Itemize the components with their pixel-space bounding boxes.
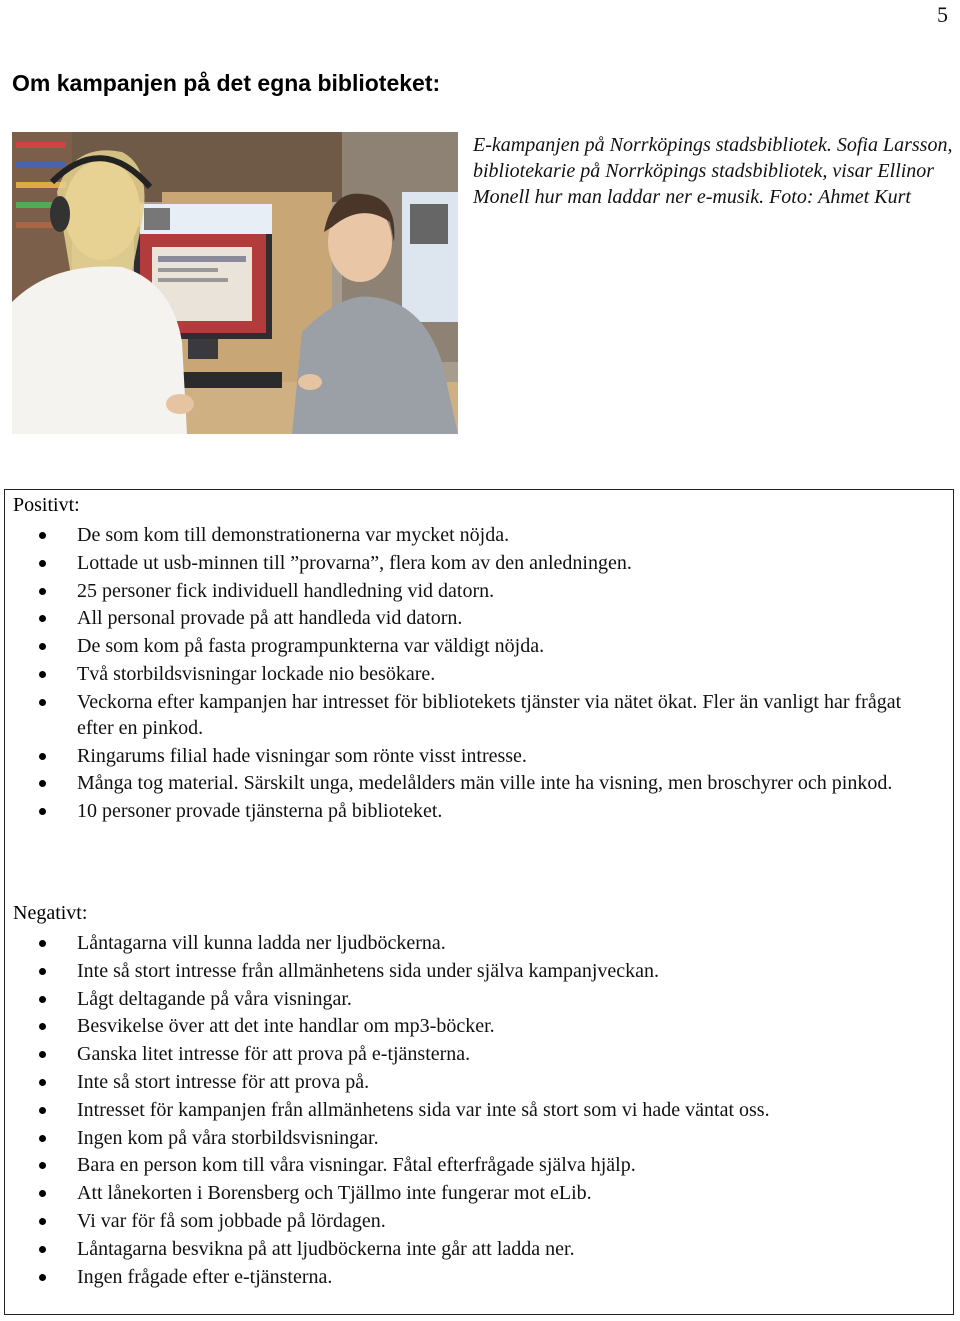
- bullet-icon: [39, 1107, 46, 1114]
- page-number: 5: [937, 2, 948, 27]
- bullet-icon: [39, 1274, 46, 1281]
- list-item: Många tog material. Särskilt unga, medelålders män ville inte ha visning, men broschyrer och pinkod.: [5, 770, 945, 796]
- bullet-icon: [39, 643, 46, 650]
- negative-title: Negativt:: [13, 902, 88, 924]
- list-item: 25 personer fick individuell handledning vid datorn.: [5, 578, 945, 604]
- evaluation-box: [4, 489, 954, 1315]
- list-item: Lågt deltagande på våra visningar.: [5, 986, 945, 1012]
- bullet-icon: [39, 560, 46, 567]
- bullet-icon: [39, 1079, 46, 1086]
- bullet-icon: [39, 1023, 46, 1030]
- list-item: De som kom på fasta programpunkterna var väldigt nöjda.: [5, 633, 945, 659]
- bullet-icon: [39, 1135, 46, 1142]
- list-item: Inte så stort intresse för att prova på.: [5, 1069, 945, 1095]
- bullet-icon: [39, 532, 46, 539]
- bullet-icon: [39, 615, 46, 622]
- bullet-icon: [39, 968, 46, 975]
- list-item: Bara en person kom till våra visningar. Fåtal efterfrågade själva hjälp.: [5, 1152, 945, 1178]
- list-item: Ingen kom på våra storbildsvisningar.: [5, 1125, 945, 1151]
- bullet-icon: [39, 808, 46, 815]
- list-item: Ringarums filial hade visningar som rönte visst intresse.: [5, 743, 945, 769]
- list-item: Låntagarna vill kunna ladda ner ljudböckerna.: [5, 930, 945, 956]
- bullet-icon: [39, 1190, 46, 1197]
- bullet-icon: [39, 996, 46, 1003]
- list-item: De som kom till demonstrationerna var mycket nöjda.: [5, 522, 945, 548]
- list-item: 10 personer provade tjänsterna på biblioteket.: [5, 798, 945, 824]
- list-item: Ganska litet intresse för att prova på e-tjänsterna.: [5, 1041, 945, 1067]
- list-item: Två storbildsvisningar lockade nio besökare.: [5, 661, 945, 687]
- list-item: Besvikelse över att det inte handlar om mp3-böcker.: [5, 1013, 945, 1039]
- photo-caption: E-kampanjen på Norrköpings stadsbibliotek. Sofia Larsson, bibliotekarie på Norrköpings stadsbibliotek, visar Ellinor Monell hur man laddar ner e-musik. Foto: Ahmet Kurt: [473, 134, 953, 208]
- list-item: Ingen frågade efter e-tjänsterna.: [5, 1264, 945, 1290]
- bullet-icon: [39, 1162, 46, 1169]
- positive-title: Positivt:: [13, 494, 80, 516]
- campaign-photo: [12, 132, 458, 434]
- list-item: Lottade ut usb-minnen till ”provarna”, flera kom av den anledningen.: [5, 550, 945, 576]
- list-item: Vi var för få som jobbade på lördagen.: [5, 1208, 945, 1234]
- negative-list: [5, 930, 945, 1291]
- list-item: Låntagarna besvikna på att ljudböckerna inte går att ladda ner.: [5, 1236, 945, 1262]
- bullet-icon: [39, 940, 46, 947]
- bullet-icon: [39, 753, 46, 760]
- page-heading: Om kampanjen på det egna biblioteket:: [12, 70, 441, 96]
- bullet-icon: [39, 1218, 46, 1225]
- bullet-icon: [39, 780, 46, 787]
- bullet-icon: [39, 699, 46, 706]
- bullet-icon: [39, 588, 46, 595]
- list-item: Att lånekorten i Borensberg och Tjällmo inte fungerar mot eLib.: [5, 1180, 945, 1206]
- positive-list: [5, 522, 945, 826]
- list-item: Intresset för kampanjen från allmänhetens sida var inte så stort som vi hade väntat oss.: [5, 1097, 945, 1123]
- list-item: Veckorna efter kampanjen har intresset för bibliotekets tjänster via nätet ökat. Fler än vanligt har frågat efter en pinkod.: [5, 689, 945, 741]
- list-item: Inte så stort intresse från allmänhetens sida under själva kampanjveckan.: [5, 958, 945, 984]
- bullet-icon: [39, 671, 46, 678]
- list-item: All personal provade på att handleda vid datorn.: [5, 605, 945, 631]
- bullet-icon: [39, 1051, 46, 1058]
- bullet-icon: [39, 1246, 46, 1253]
